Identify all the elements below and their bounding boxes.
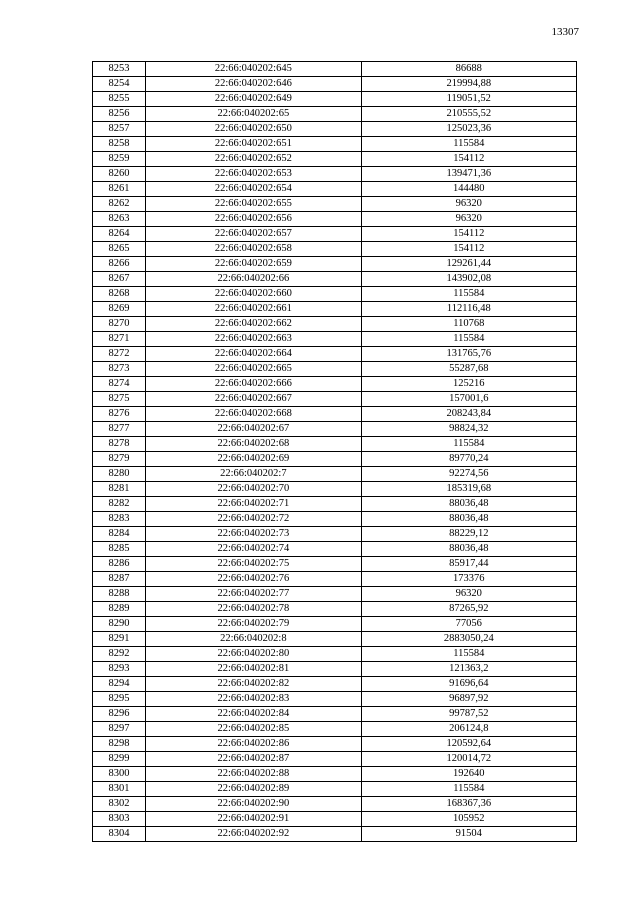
cadastral-value-cell: 92274,56 [361, 467, 576, 482]
cadastral-value-cell: 99787,52 [361, 707, 576, 722]
table-row [93, 722, 577, 737]
table-row [93, 392, 577, 407]
row-number-cell: 8300 [93, 767, 146, 782]
table-body [93, 62, 577, 842]
cadastral-value-cell: 115584 [361, 287, 576, 302]
cadastral-value-cell: 120014,72 [361, 752, 576, 767]
cadastral-number-cell: 22:66:040202:65 [146, 107, 361, 122]
cadastral-value-cell: 96897,92 [361, 692, 576, 707]
cadastral-number-cell: 22:66:040202:79 [146, 617, 361, 632]
table-row [93, 557, 577, 572]
table-row [93, 302, 577, 317]
row-number-cell: 8287 [93, 572, 146, 587]
row-number-cell: 8265 [93, 242, 146, 257]
table-row [93, 632, 577, 647]
cadastral-number-cell: 22:66:040202:668 [146, 407, 361, 422]
row-number-cell: 8271 [93, 332, 146, 347]
cadastral-number-cell: 22:66:040202:70 [146, 482, 361, 497]
cadastral-value-cell: 206124,8 [361, 722, 576, 737]
cadastral-number-cell: 22:66:040202:654 [146, 182, 361, 197]
row-number-cell: 8285 [93, 542, 146, 557]
table-row [93, 827, 577, 842]
table-row [93, 227, 577, 242]
cadastral-value-cell: 91504 [361, 827, 576, 842]
row-number-cell: 8290 [93, 617, 146, 632]
table-row [93, 137, 577, 152]
cadastral-value-cell: 125023,36 [361, 122, 576, 137]
table-row [93, 647, 577, 662]
table-row [93, 257, 577, 272]
table-row [93, 317, 577, 332]
table-row [93, 242, 577, 257]
table-row [93, 467, 577, 482]
cadastral-value-cell: 115584 [361, 782, 576, 797]
cadastral-value-cell: 88036,48 [361, 512, 576, 527]
cadastral-number-cell: 22:66:040202:67 [146, 422, 361, 437]
cadastral-number-cell: 22:66:040202:655 [146, 197, 361, 212]
cadastral-number-cell: 22:66:040202:660 [146, 287, 361, 302]
cadastral-value-cell: 154112 [361, 227, 576, 242]
row-number-cell: 8280 [93, 467, 146, 482]
cadastral-number-cell: 22:66:040202:78 [146, 602, 361, 617]
cadastral-number-cell: 22:66:040202:76 [146, 572, 361, 587]
cadastral-number-cell: 22:66:040202:664 [146, 347, 361, 362]
table-row [93, 512, 577, 527]
table-row [93, 752, 577, 767]
row-number-cell: 8277 [93, 422, 146, 437]
table-row [93, 212, 577, 227]
cadastral-number-cell: 22:66:040202:71 [146, 497, 361, 512]
table-row [93, 482, 577, 497]
row-number-cell: 8261 [93, 182, 146, 197]
table-row [93, 152, 577, 167]
cadastral-value-cell: 87265,92 [361, 602, 576, 617]
cadastral-number-cell: 22:66:040202:66 [146, 272, 361, 287]
cadastral-number-cell: 22:66:040202:651 [146, 137, 361, 152]
table-row [93, 122, 577, 137]
row-number-cell: 8288 [93, 587, 146, 602]
page-number: 13307 [551, 26, 579, 38]
row-number-cell: 8279 [93, 452, 146, 467]
cadastral-number-cell: 22:66:040202:8 [146, 632, 361, 647]
cadastral-number-cell: 22:66:040202:72 [146, 512, 361, 527]
row-number-cell: 8294 [93, 677, 146, 692]
row-number-cell: 8253 [93, 62, 146, 77]
cadastral-number-cell: 22:66:040202:656 [146, 212, 361, 227]
cadastral-value-cell: 115584 [361, 137, 576, 152]
row-number-cell: 8262 [93, 197, 146, 212]
cadastral-number-cell: 22:66:040202:7 [146, 467, 361, 482]
cadastral-number-cell: 22:66:040202:73 [146, 527, 361, 542]
cadastral-number-cell: 22:66:040202:665 [146, 362, 361, 377]
cadastral-value-cell: 110768 [361, 317, 576, 332]
row-number-cell: 8276 [93, 407, 146, 422]
cadastral-number-cell: 22:66:040202:650 [146, 122, 361, 137]
row-number-cell: 8272 [93, 347, 146, 362]
cadastral-value-cell: 129261,44 [361, 257, 576, 272]
cadastral-value-cell: 208243,84 [361, 407, 576, 422]
table-row [93, 377, 577, 392]
row-number-cell: 8273 [93, 362, 146, 377]
cadastral-number-cell: 22:66:040202:659 [146, 257, 361, 272]
row-number-cell: 8258 [93, 137, 146, 152]
table-row [93, 707, 577, 722]
row-number-cell: 8284 [93, 527, 146, 542]
cadastral-value-cell: 144480 [361, 182, 576, 197]
cadastral-number-cell: 22:66:040202:666 [146, 377, 361, 392]
table-row [93, 617, 577, 632]
cadastral-value-cell: 173376 [361, 572, 576, 587]
table-row [93, 407, 577, 422]
cadastral-value-cell: 96320 [361, 197, 576, 212]
row-number-cell: 8257 [93, 122, 146, 137]
cadastral-value-cell: 168367,36 [361, 797, 576, 812]
table-row [93, 272, 577, 287]
cadastral-value-cell: 91696,64 [361, 677, 576, 692]
row-number-cell: 8304 [93, 827, 146, 842]
cadastral-number-cell: 22:66:040202:86 [146, 737, 361, 752]
cadastral-number-cell: 22:66:040202:77 [146, 587, 361, 602]
table-row [93, 782, 577, 797]
cadastral-number-cell: 22:66:040202:81 [146, 662, 361, 677]
row-number-cell: 8268 [93, 287, 146, 302]
row-number-cell: 8264 [93, 227, 146, 242]
cadastral-value-cell: 89770,24 [361, 452, 576, 467]
cadastral-value-cell: 112116,48 [361, 302, 576, 317]
table-row [93, 182, 577, 197]
cadastral-number-cell: 22:66:040202:80 [146, 647, 361, 662]
cadastral-number-cell: 22:66:040202:88 [146, 767, 361, 782]
row-number-cell: 8295 [93, 692, 146, 707]
row-number-cell: 8283 [93, 512, 146, 527]
cadastral-value-cell: 139471,36 [361, 167, 576, 182]
row-number-cell: 8292 [93, 647, 146, 662]
cadastral-value-cell: 154112 [361, 242, 576, 257]
cadastral-value-cell: 85917,44 [361, 557, 576, 572]
table-row [93, 167, 577, 182]
row-number-cell: 8263 [93, 212, 146, 227]
cadastral-value-cell: 105952 [361, 812, 576, 827]
table-row [93, 497, 577, 512]
cadastral-value-cell: 98824,32 [361, 422, 576, 437]
cadastral-number-cell: 22:66:040202:645 [146, 62, 361, 77]
row-number-cell: 8282 [93, 497, 146, 512]
row-number-cell: 8275 [93, 392, 146, 407]
cadastral-value-cell: 157001,6 [361, 392, 576, 407]
table-row [93, 452, 577, 467]
cadastral-value-cell: 125216 [361, 377, 576, 392]
table-row [93, 737, 577, 752]
row-number-cell: 8269 [93, 302, 146, 317]
row-number-cell: 8296 [93, 707, 146, 722]
table-row [93, 362, 577, 377]
table-row [93, 332, 577, 347]
cadastral-number-cell: 22:66:040202:74 [146, 542, 361, 557]
cadastral-number-cell: 22:66:040202:68 [146, 437, 361, 452]
table-row [93, 797, 577, 812]
row-number-cell: 8266 [93, 257, 146, 272]
cadastral-number-cell: 22:66:040202:661 [146, 302, 361, 317]
row-number-cell: 8286 [93, 557, 146, 572]
cadastral-value-cell: 210555,52 [361, 107, 576, 122]
cadastral-value-table [92, 61, 577, 842]
cadastral-number-cell: 22:66:040202:657 [146, 227, 361, 242]
cadastral-value-cell: 115584 [361, 332, 576, 347]
cadastral-number-cell: 22:66:040202:91 [146, 812, 361, 827]
table-row [93, 587, 577, 602]
row-number-cell: 8293 [93, 662, 146, 677]
cadastral-number-cell: 22:66:040202:90 [146, 797, 361, 812]
cadastral-number-cell: 22:66:040202:75 [146, 557, 361, 572]
row-number-cell: 8256 [93, 107, 146, 122]
cadastral-number-cell: 22:66:040202:649 [146, 92, 361, 107]
table-row [93, 602, 577, 617]
table-row [93, 77, 577, 92]
table-row [93, 572, 577, 587]
cadastral-number-cell: 22:66:040202:69 [146, 452, 361, 467]
cadastral-value-cell: 120592,64 [361, 737, 576, 752]
row-number-cell: 8274 [93, 377, 146, 392]
cadastral-value-cell: 88036,48 [361, 542, 576, 557]
cadastral-number-cell: 22:66:040202:646 [146, 77, 361, 92]
table-row [93, 662, 577, 677]
row-number-cell: 8278 [93, 437, 146, 452]
row-number-cell: 8291 [93, 632, 146, 647]
cadastral-number-cell: 22:66:040202:667 [146, 392, 361, 407]
cadastral-number-cell: 22:66:040202:83 [146, 692, 361, 707]
cadastral-number-cell: 22:66:040202:89 [146, 782, 361, 797]
table-row [93, 107, 577, 122]
cadastral-number-cell: 22:66:040202:652 [146, 152, 361, 167]
cadastral-number-cell: 22:66:040202:663 [146, 332, 361, 347]
cadastral-value-cell: 154112 [361, 152, 576, 167]
table-row [93, 812, 577, 827]
row-number-cell: 8298 [93, 737, 146, 752]
cadastral-value-cell: 86688 [361, 62, 576, 77]
cadastral-value-cell: 131765,76 [361, 347, 576, 362]
cadastral-value-cell: 115584 [361, 437, 576, 452]
row-number-cell: 8289 [93, 602, 146, 617]
cadastral-value-cell: 119051,52 [361, 92, 576, 107]
cadastral-value-cell: 96320 [361, 587, 576, 602]
cadastral-number-cell: 22:66:040202:84 [146, 707, 361, 722]
row-number-cell: 8297 [93, 722, 146, 737]
row-number-cell: 8281 [93, 482, 146, 497]
row-number-cell: 8259 [93, 152, 146, 167]
cadastral-number-cell: 22:66:040202:82 [146, 677, 361, 692]
row-number-cell: 8260 [93, 167, 146, 182]
table-row [93, 422, 577, 437]
cadastral-value-cell: 96320 [361, 212, 576, 227]
cadastral-value-cell: 121363,2 [361, 662, 576, 677]
cadastral-number-cell: 22:66:040202:662 [146, 317, 361, 332]
row-number-cell: 8302 [93, 797, 146, 812]
table-row [93, 692, 577, 707]
table-row [93, 437, 577, 452]
table-row [93, 197, 577, 212]
row-number-cell: 8303 [93, 812, 146, 827]
cadastral-value-cell: 88036,48 [361, 497, 576, 512]
cadastral-number-cell: 22:66:040202:92 [146, 827, 361, 842]
table-row [93, 527, 577, 542]
cadastral-number-cell: 22:66:040202:85 [146, 722, 361, 737]
cadastral-value-cell: 219994,88 [361, 77, 576, 92]
row-number-cell: 8270 [93, 317, 146, 332]
table-row [93, 62, 577, 77]
cadastral-value-cell: 55287,68 [361, 362, 576, 377]
cadastral-value-cell: 115584 [361, 647, 576, 662]
table-row [93, 677, 577, 692]
row-number-cell: 8299 [93, 752, 146, 767]
row-number-cell: 8254 [93, 77, 146, 92]
cadastral-number-cell: 22:66:040202:87 [146, 752, 361, 767]
cadastral-value-cell: 192640 [361, 767, 576, 782]
table-row [93, 767, 577, 782]
cadastral-value-cell: 2883050,24 [361, 632, 576, 647]
table-row [93, 542, 577, 557]
cadastral-value-cell: 185319,68 [361, 482, 576, 497]
cadastral-number-cell: 22:66:040202:653 [146, 167, 361, 182]
table-row [93, 287, 577, 302]
cadastral-number-cell: 22:66:040202:658 [146, 242, 361, 257]
row-number-cell: 8267 [93, 272, 146, 287]
cadastral-value-cell: 77056 [361, 617, 576, 632]
table-row [93, 92, 577, 107]
cadastral-value-cell: 143902,08 [361, 272, 576, 287]
row-number-cell: 8255 [93, 92, 146, 107]
cadastral-value-cell: 88229,12 [361, 527, 576, 542]
table-row [93, 347, 577, 362]
row-number-cell: 8301 [93, 782, 146, 797]
